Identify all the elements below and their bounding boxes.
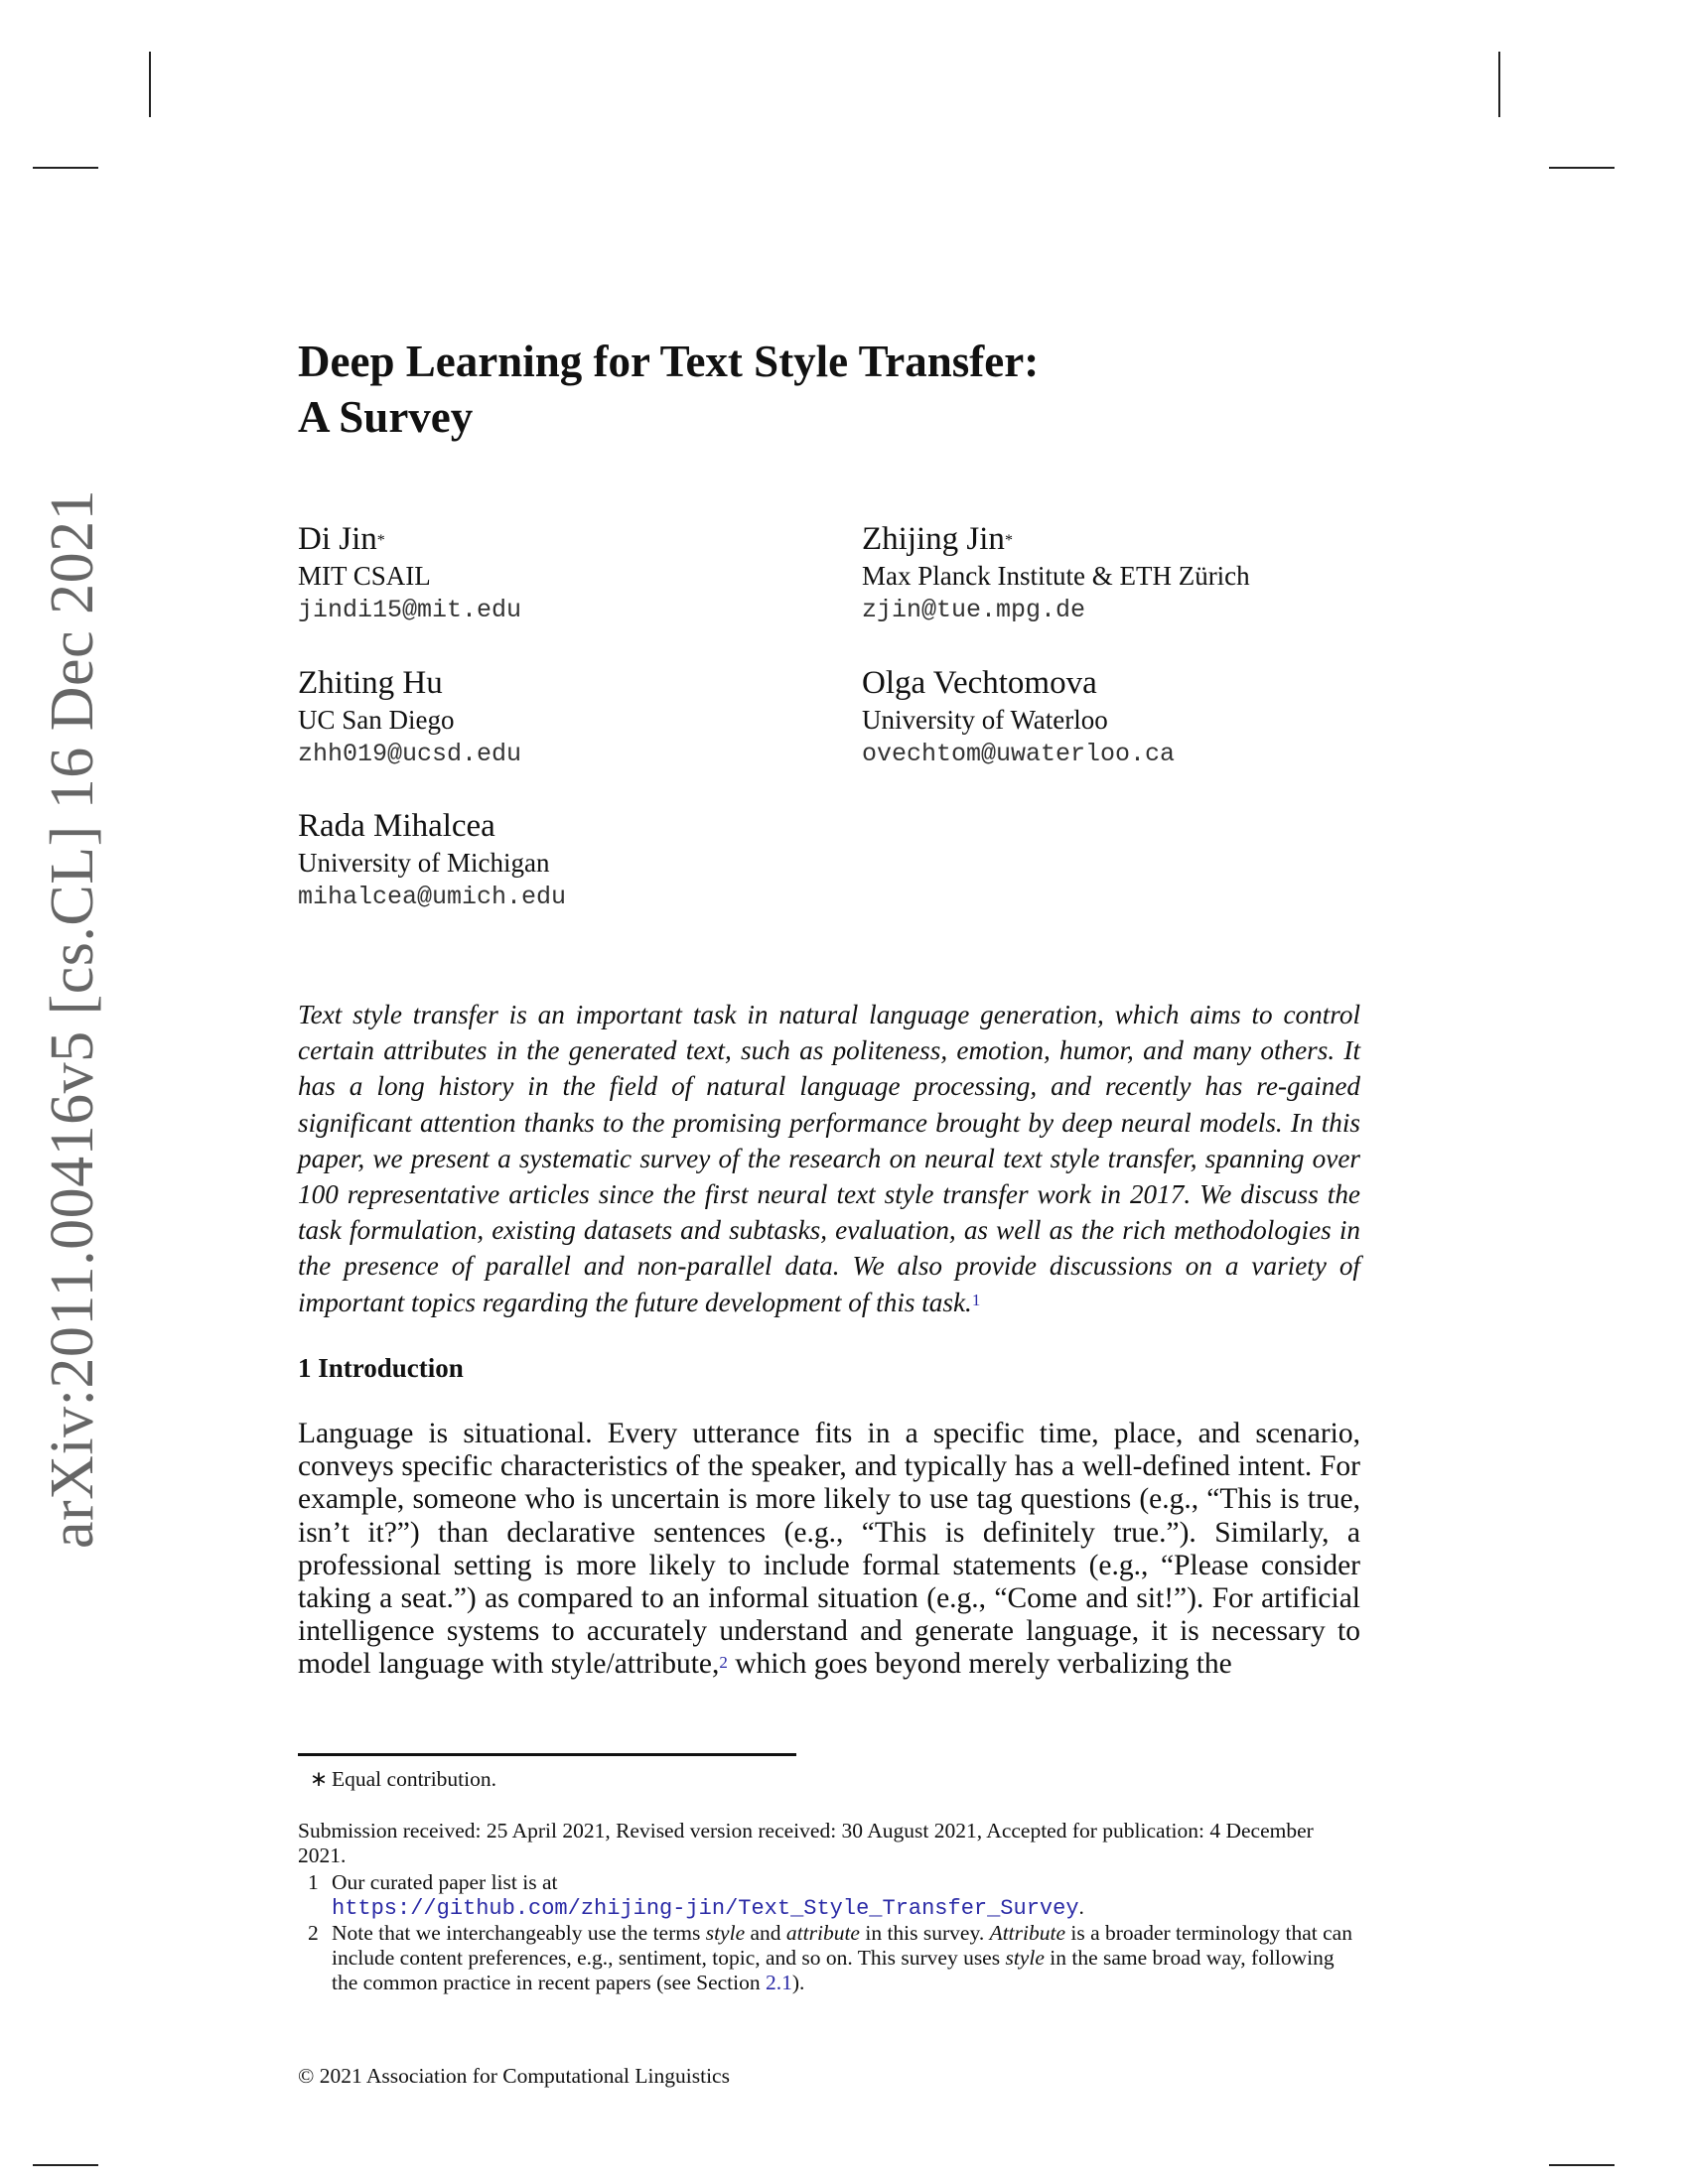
introduction-paragraph: Language is situational. Every utterance fits in a specific time, place, and scenario, conveys specific characteristics of the speaker, and typically has a well-defined intent. For example, someone who is uncertain is more likely to use tag questions (e.g., “This is true, isn’t it?”) than declarative sentences (e.g., “This is definitely true.”). Similarly, a professional setting is more likely to include formal statements (e.g., “Please consider taking a seat.”) as compared to an informal situation (e.g., “Come and sit!”). For artificial intelligence systems to accurately understand and generate language, it is necessary to model language with style/attribute,$^2$ which goes beyond merely verbalizing the [298,1418,1360,1681]
paper-title [298,334,1039,445]
footnote-ref-1[interactable]: 1 [971,1290,981,1309]
crop-mark [33,167,98,169]
footnote-marker: 2 [308,1921,319,1945]
author-affiliation: University of Waterloo [862,705,1108,735]
section-heading-introduction: 1 Introduction [298,1353,464,1383]
author-email: jindi15@mit.edu [298,596,522,624]
abstract-text: Text style transfer is an important task in natural language generation, which aims to control certain attributes in the generated text, such as politeness, emotion, humor, and many others. It has a long history in the field of natural language processing, and recently has re-gained significant attention thanks to the promising performance brought by deep neural models. In this paper, we present a systematic survey of the research on neural text style transfer, spanning over 100 representative articles since the first neural text style transfer work in 2017. We discuss the task formulation, existing datasets and subtasks, evaluation, as well as the rich methodologies in the presence of parallel and non-parallel data. We also provide discussions on a variety of important topics regarding the future development of this task. [298,1000,1360,1317]
author-block [862,519,1378,628]
crop-mark [33,2164,98,2166]
author-affiliation: MIT CSAIL [298,561,431,591]
footnote-marker: ∗ [310,1767,329,1791]
author-affiliation: UC San Diego [298,705,455,735]
title-line-2: A Survey [298,392,474,442]
crop-mark [1549,167,1615,169]
footnote-1 [298,1870,1360,1921]
crop-mark [1549,2164,1615,2166]
footnote-ref-2[interactable]: 2 [719,1653,728,1673]
footnote-rule [298,1753,796,1756]
author-email: mihalcea@umich.edu [298,883,567,911]
section-link[interactable]: 2.1 [765,1971,792,1994]
abstract [298,997,1360,1320]
equal-contribution-mark: * [1004,532,1013,549]
title-line-1: Deep Learning for Text Style Transfer: [298,337,1040,386]
github-link[interactable]: https://github.com/zhijing-jin/Text_Style_Transfer_Survey [332,1896,1079,1921]
footnote-equal-contribution [298,1767,1360,1792]
author-name: Di Jin* [298,521,385,557]
author-block [298,663,814,772]
equal-contribution-mark: * [376,532,385,549]
author-email: zjin@tue.mpg.de [862,596,1086,624]
author-block [298,806,814,915]
author-email: zhh019@ucsd.edu [298,740,522,768]
footnote-text: Our curated paper list is at https://github.com/zhijing-jin/Text_Style_Transfer_Survey. [332,1870,1084,1921]
author-block [298,519,814,628]
crop-mark [1498,52,1500,117]
footnote-marker: 1 [308,1870,319,1894]
author-name: Zhijing Jin* [862,521,1013,557]
author-name: Olga Vechtomova [862,665,1097,701]
crop-mark [149,52,151,117]
arxiv-stamp: arXiv:2011.00416v5 [cs.CL] 16 Dec 2021 [39,488,106,1549]
footnote-2 [298,1921,1360,1995]
author-email: ovechtom@uwaterloo.ca [862,740,1176,768]
author-block [862,663,1378,772]
footnote-text: Note that we interchangeably use the terms style and attribute in this survey. Attribute is a broader terminology that can include content preferences, e.g., sentiment, topic, and so on. This survey uses style in the same broad way, following the common practice in recent papers (see Section 2.1). [332,1921,1352,1994]
footnote-text: Equal contribution. [332,1767,496,1791]
author-name: Zhiting Hu [298,665,443,701]
submission-text: Submission received: 25 April 2021, Revised version received: 30 August 2021, Accepted for publication: 4 December 2021. [298,1819,1314,1867]
copyright-notice: © 2021 Association for Computational Linguistics [298,2064,730,2088]
submission-note [298,1819,1360,1868]
author-affiliation: University of Michigan [298,848,550,878]
author-affiliation: Max Planck Institute & ETH Zürich [862,561,1250,591]
author-name: Rada Mihalcea [298,808,495,844]
